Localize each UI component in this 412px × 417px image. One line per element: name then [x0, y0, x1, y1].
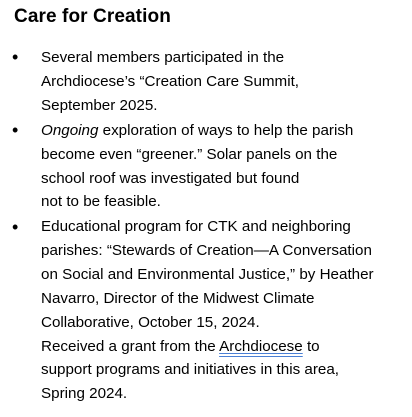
item3-line7: support programs and initiatives in this area,: [41, 361, 339, 378]
item2-line4: not to be feasible.: [41, 193, 161, 210]
item1-line2: Archdiocese’s “Creation Care Summit,: [41, 73, 300, 90]
bullet-icon: •: [12, 120, 19, 140]
item1-line1: Several members participated in the: [41, 49, 285, 66]
section-heading: Care for Creation: [14, 6, 171, 27]
item2-line3: school roof was investigated but found: [41, 170, 300, 187]
item3-line6-post: to: [302, 338, 320, 355]
item3-line3: on Social and Environmental Justice,” by Heather: [41, 266, 374, 283]
spellcheck-flagged-word[interactable]: Archdiocese: [219, 338, 303, 355]
bullet-icon: •: [12, 47, 19, 67]
item3-line1: Educational program for CTK and neighboring: [41, 218, 351, 235]
ongoing-emphasis: Ongoing: [41, 122, 99, 139]
item3-line8: Spring 2024.: [41, 385, 128, 402]
bullet-icon: •: [12, 217, 19, 237]
item3-line6-pre: Received a grant from the: [41, 338, 220, 355]
item3-line5: Collaborative, October 15, 2024.: [41, 314, 260, 331]
item2-line2: become even “greener.” Solar panels on the: [41, 146, 338, 163]
item2-line1-rest: exploration of ways to help the parish: [98, 122, 354, 139]
item3-line6: [41, 339, 320, 354]
item3-line4: Navarro, Director of the Midwest Climate: [41, 290, 315, 307]
item3-line2: parishes: “Stewards of Creation—A Conversation: [41, 242, 372, 259]
item1-line3: September 2025.: [41, 97, 158, 114]
item2-line1: [41, 123, 353, 138]
